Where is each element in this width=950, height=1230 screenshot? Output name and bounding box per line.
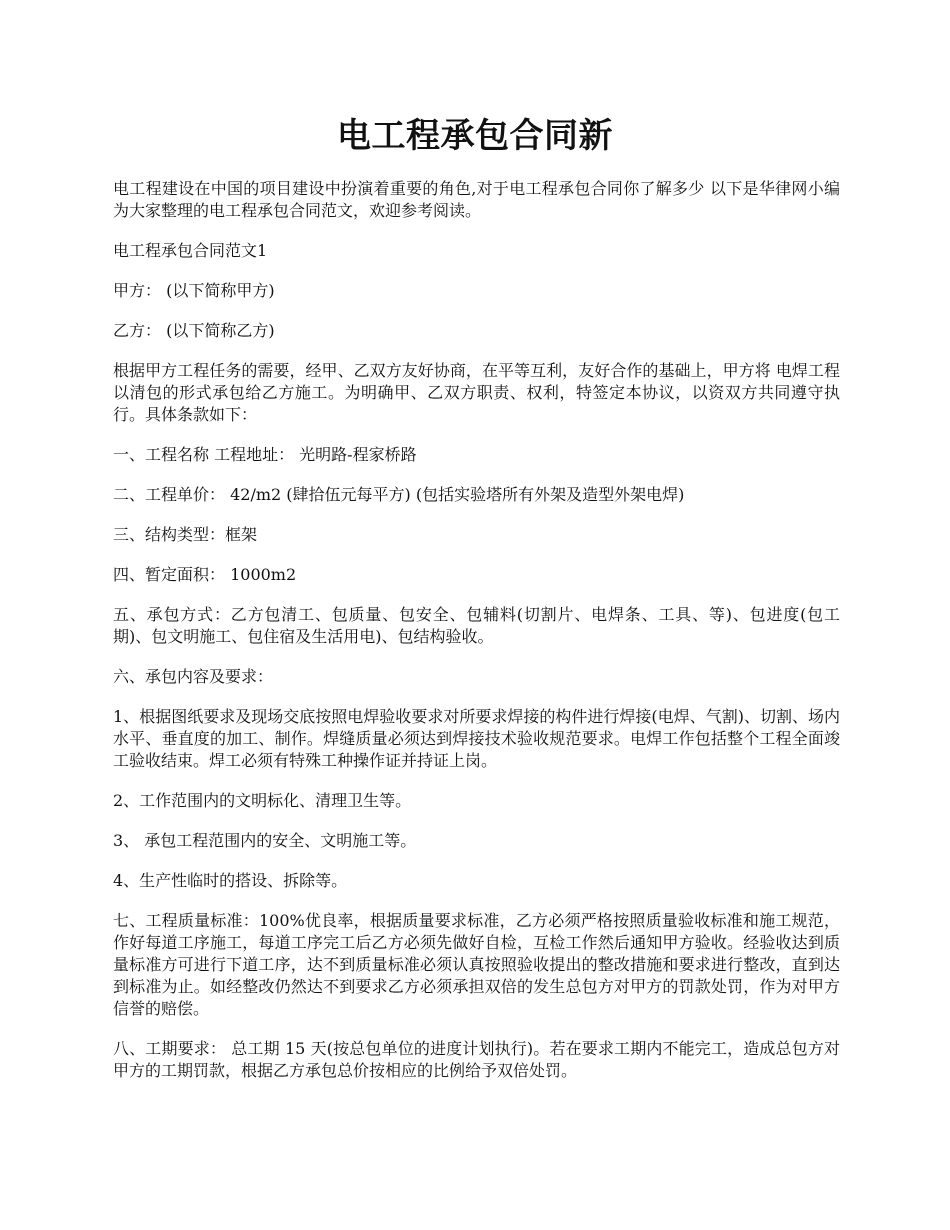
clause-1: 一、工程名称 工程地址： 光明路-程家桥路	[113, 445, 417, 464]
clause-7: 七、工程质量标准：100%优良率，根据质量要求标准，乙方必须严格按照质量验收标准和施工规范，作好每道工序施工，每道工序完工后乙方必须先做好自检，互检工作然后通知甲方验收。经验收达到质量标准方可进行下道工序，达不到质量标准必须认真按照验收提出的整改措施和要求进行整改，直到达到标准为止。如经整改仍然达不到要求乙方必须承担双倍的发生总包方对甲方的罚款处罚，作为对甲方信誉的赔偿。	[113, 911, 840, 1018]
clause-6-item-3: 3、 承包工程范围内的安全、文明施工等。	[113, 831, 417, 850]
party-a-line: 甲方： (以下简称甲方)	[113, 281, 275, 300]
clause-3: 三、结构类型：框架	[113, 525, 258, 544]
clause-2: 二、工程单价： 42/m2 (肆拾伍元每平方) (包括实验塔所有外架及造型外架电焊)	[113, 485, 685, 504]
party-b-line: 乙方： (以下简称乙方)	[113, 321, 275, 340]
clause-6-item-1: 1、根据图纸要求及现场交底按照电焊验收要求对所要求焊接的构件进行焊接(电焊、气割)、切割、场内水平、垂直度的加工、制作。焊缝质量必须达到焊接技术验收规范要求。电焊工作包括整个工程全面竣工验收结束。焊工必须有特殊工种操作证并持证上岗。	[113, 707, 840, 770]
clause-6-item-2: 2、工作范围内的文明标化、清理卫生等。	[113, 791, 412, 810]
clause-6-item-4: 4、生产性临时的搭设、拆除等。	[113, 871, 348, 890]
document-title: 电工程承包合同新	[337, 116, 613, 156]
preamble-paragraph: 根据甲方工程任务的需要，经甲、乙双方友好协商，在平等互利，友好合作的基础上，甲方将 电焊工程以清包的形式承包给乙方施工。为明确甲、乙双方职责、权利，特签定本协议，以资双方共同遵守执行。具体条款如下：	[113, 361, 840, 424]
clause-4: 四、暂定面积： 1000m2	[113, 565, 297, 584]
document-body	[113, 178, 840, 1100]
clause-8: 八、工期要求： 总工期 15 天(按总包单位的进度计划执行)。若在要求工期内不能完工，造成总包方对甲方的工期罚款，根据乙方承包总价按相应的比例给予双倍处罚。	[113, 1039, 840, 1080]
clause-6: 六、承包内容及要求：	[113, 667, 274, 686]
clause-5: 五、承包方式：乙方包清工、包质量、包安全、包辅料(切割片、电焊条、工具、等)、包进度(包工期)、包文明施工、包住宿及生活用电)、包结构验收。	[113, 605, 840, 646]
section-heading: 电工程承包合同范文1	[113, 241, 268, 260]
intro-paragraph: 电工程建设在中国的项目建设中扮演着重要的角色,对于电工程承包合同你了解多少 以下是华律网小编为大家整理的电工程承包合同范文，欢迎参考阅读。	[113, 179, 840, 220]
